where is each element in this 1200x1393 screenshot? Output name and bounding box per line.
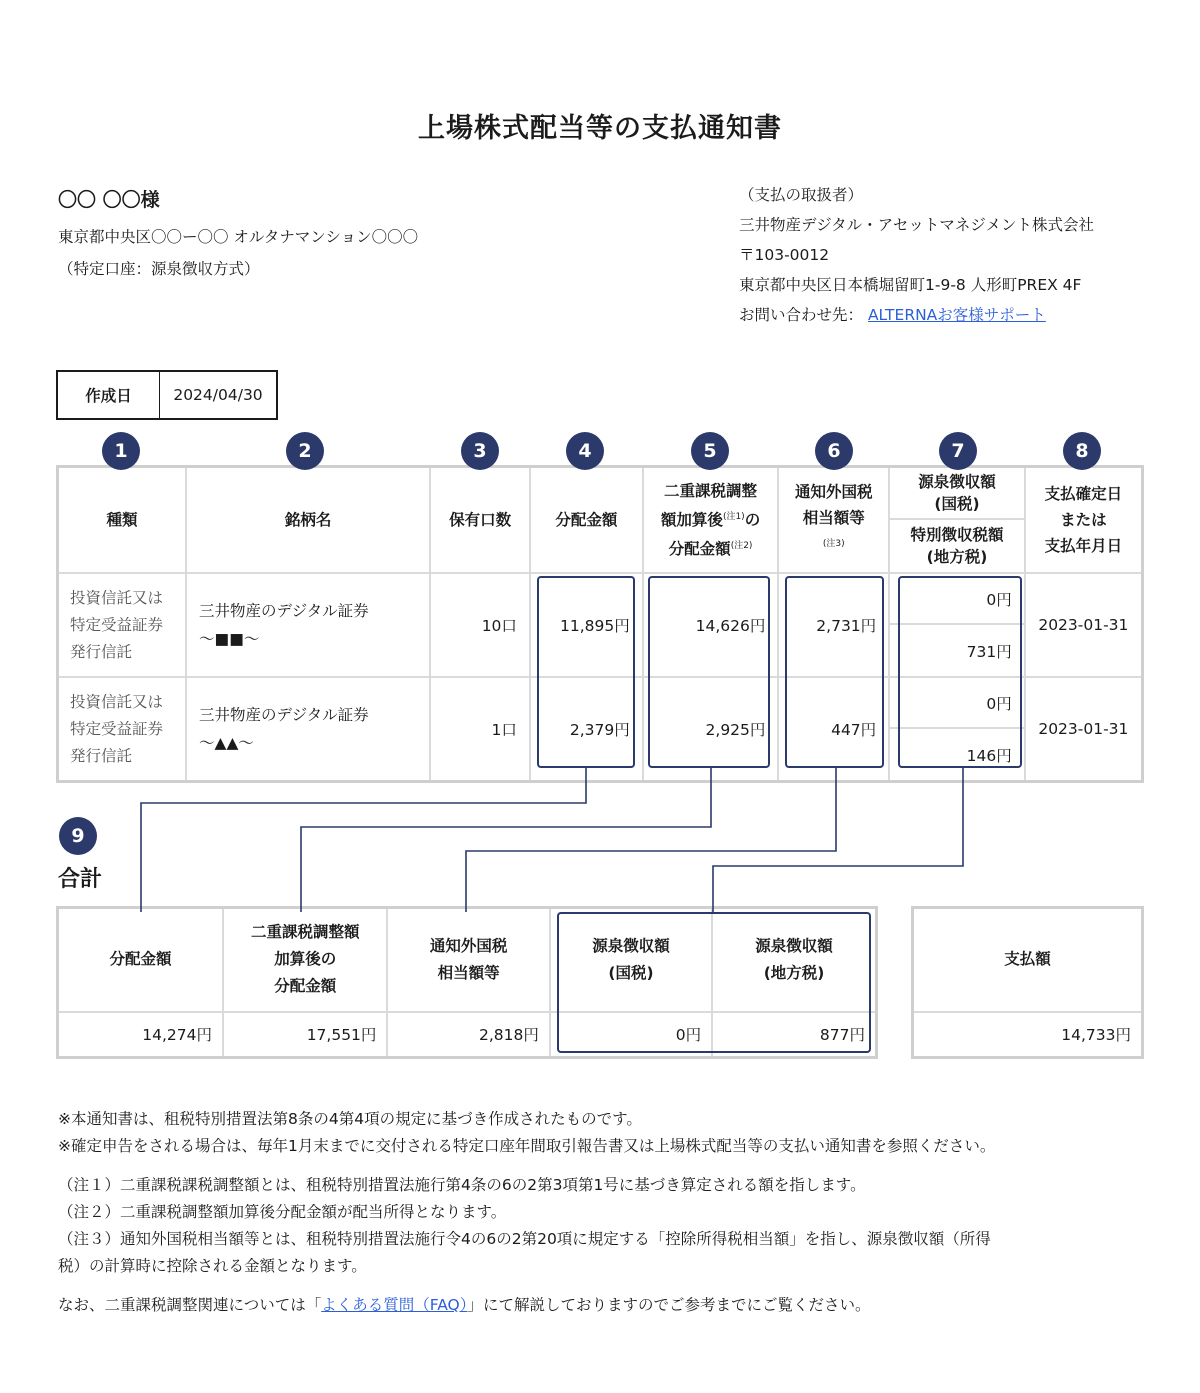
totals-table bbox=[56, 906, 878, 1059]
total-adjusted: 17,551円 bbox=[223, 1012, 387, 1058]
header-local-l2: (地方税) bbox=[926, 548, 988, 566]
row-kind bbox=[58, 573, 187, 677]
badge-8: 8 bbox=[1063, 432, 1101, 470]
header-adjusted-l1: 二重課税調整 bbox=[664, 481, 758, 500]
totals-national-l2: (国税) bbox=[608, 963, 654, 982]
totals-adjusted-l2: 加算後の bbox=[274, 950, 337, 969]
faq-prefix: なお、二重課税調整関連については「 bbox=[58, 1296, 322, 1314]
row-pay-date: 2023-01-31 bbox=[1025, 573, 1143, 677]
payer-company: 三井物産デジタル・アセットマネジメント株式会社 bbox=[739, 216, 1094, 234]
created-date-value: 2024/04/30 bbox=[173, 386, 263, 404]
payment-amount: 14,733円 bbox=[913, 1012, 1143, 1058]
row-pay-date: 2023-01-31 bbox=[1025, 677, 1143, 782]
badge-2: 2 bbox=[286, 432, 324, 470]
connector-adjusted bbox=[301, 768, 711, 912]
row-dividend: 11,895円 bbox=[530, 573, 643, 677]
header-national-l1: 源泉徴収額 bbox=[918, 473, 996, 491]
payer-heading: （支払の取扱者） bbox=[739, 186, 864, 204]
total-foreign-tax: 2,818円 bbox=[387, 1012, 549, 1058]
payment-header: 支払額 bbox=[913, 908, 1143, 1012]
totals-local-l2: (地方税) bbox=[763, 963, 825, 982]
header-foreign-tax bbox=[778, 467, 889, 574]
header-foreign-l1: 通知外国税 bbox=[795, 483, 873, 502]
header-name: 銘柄名 bbox=[186, 467, 430, 574]
header-national-l2: (国税) bbox=[934, 495, 980, 513]
faq-link[interactable]: よくある質問（FAQ） bbox=[321, 1296, 468, 1314]
badge-4: 4 bbox=[566, 432, 604, 470]
row-withheld-local: 146円 bbox=[966, 746, 1012, 765]
total-dividend: 14,274円 bbox=[58, 1012, 223, 1058]
row-withheld bbox=[889, 677, 1025, 782]
recipient-address: 東京都中央区〇〇ー〇〇 オルタナマンション〇〇〇 bbox=[58, 228, 419, 246]
security-name-line: 三井物産のデジタル証券 bbox=[199, 602, 369, 620]
connector-dividend bbox=[141, 768, 586, 912]
note-ref-1: (注1) bbox=[722, 511, 745, 522]
total-withheld-local: 877円 bbox=[712, 1012, 876, 1058]
badge-7: 7 bbox=[939, 432, 977, 470]
total-withheld-national: 0円 bbox=[550, 1012, 712, 1058]
note-ref-3: (注3) bbox=[822, 539, 845, 550]
table-row bbox=[58, 573, 1143, 677]
kind-line: 特定受益証券 bbox=[70, 719, 164, 738]
totals-label: 合計 bbox=[58, 867, 103, 892]
row-withheld-local: 731円 bbox=[966, 642, 1012, 661]
footnote-3a: （注３）通知外国税相当額等とは、租税特別措置法施行令4の6の2第20項に規定する「控除所得税相当額」を指し、源泉徴収額（所得 bbox=[58, 1230, 991, 1248]
header-adjusted-l3: 分配金額 bbox=[668, 540, 731, 559]
connector-foreign-tax bbox=[466, 768, 836, 912]
totals-national-l1: 源泉徴収額 bbox=[592, 936, 670, 955]
kind-line: 投資信託又は bbox=[70, 692, 164, 711]
header-pay-date bbox=[1025, 467, 1143, 574]
header-withheld bbox=[889, 467, 1025, 574]
payer-address: 東京都中央区日本橋堀留町1-9-8 人形町PREX 4F bbox=[739, 276, 1082, 294]
kind-line: 投資信託又は bbox=[70, 588, 164, 607]
payer-postal: 〒103-0012 bbox=[739, 246, 830, 264]
header-withheld-national bbox=[890, 468, 1024, 520]
row-units: 1口 bbox=[430, 677, 530, 782]
header-paydate-l3: 支払年月日 bbox=[1044, 537, 1123, 555]
totals-local-l1: 源泉徴収額 bbox=[755, 936, 833, 955]
row-withheld-national: 0円 bbox=[890, 678, 1024, 729]
totals-header-row bbox=[58, 908, 877, 1012]
badge-3: 3 bbox=[461, 432, 499, 470]
row-foreign-tax: 2,731円 bbox=[778, 573, 889, 677]
support-link[interactable]: ALTERNAお客様サポート bbox=[867, 306, 1046, 324]
note-line-2: ※確定申告をされる場合は、毎年1月末までに交付される特定口座年間取引報告書又は上場株式配当等の支払い通知書を参照ください。 bbox=[58, 1137, 996, 1155]
header-withheld-local bbox=[890, 520, 1024, 572]
payment-header-row bbox=[913, 908, 1143, 1012]
footnote-1: （注１）二重課税課税調整額とは、租税特別措置法施行第4条の6の2第3項第1号に基づき算定される額を指します。 bbox=[58, 1176, 866, 1194]
note-line-1: ※本通知書は、租税特別措置法第8条の4第4項の規定に基づき作成されたものです。 bbox=[58, 1110, 642, 1128]
footnote-3b: 税）の計算時に控除される金額となります。 bbox=[58, 1257, 367, 1275]
totals-header-national bbox=[550, 908, 712, 1012]
row-adjusted: 14,626円 bbox=[643, 573, 779, 677]
totals-header-foreign-tax bbox=[387, 908, 549, 1012]
security-name-line: 〜■■〜 bbox=[199, 630, 260, 648]
row-kind bbox=[58, 677, 187, 782]
security-name-line: 〜▲▲〜 bbox=[199, 734, 254, 752]
totals-foreign-l1: 通知外国税 bbox=[429, 936, 508, 955]
connector-withheld bbox=[713, 768, 963, 912]
header-units: 保有口数 bbox=[430, 467, 530, 574]
created-date-label: 作成日 bbox=[58, 372, 160, 418]
totals-values-row bbox=[58, 1012, 877, 1058]
payment-table bbox=[911, 906, 1144, 1059]
header-adjusted bbox=[643, 467, 779, 574]
row-withheld-national: 0円 bbox=[890, 574, 1024, 625]
kind-line: 特定受益証券 bbox=[70, 615, 164, 634]
payment-value-row bbox=[913, 1012, 1143, 1058]
badge-6: 6 bbox=[815, 432, 853, 470]
payer-contact bbox=[739, 303, 1046, 325]
header-paydate-l1: 支払確定日 bbox=[1044, 485, 1123, 503]
header-kind: 種類 bbox=[58, 467, 187, 574]
totals-adjusted-l3: 分配金額 bbox=[274, 977, 337, 996]
totals-header-adjusted bbox=[223, 908, 387, 1012]
badge-9: 9 bbox=[59, 817, 97, 855]
kind-line: 発行信託 bbox=[70, 642, 133, 661]
totals-foreign-l2: 相当額等 bbox=[437, 963, 500, 982]
payer-contact-label: お問い合わせ先： bbox=[739, 306, 864, 324]
security-name-line: 三井物産のデジタル証券 bbox=[199, 706, 369, 724]
recipient-account-type: （特定口座：源泉徴収方式） bbox=[58, 260, 260, 278]
footnote-2: （注２）二重課税調整額加算後分配金額が配当所得となります。 bbox=[58, 1203, 507, 1221]
header-foreign-l2: 相当額等 bbox=[802, 509, 865, 528]
created-date-box bbox=[56, 370, 278, 420]
totals-header-dividend: 分配金額 bbox=[58, 908, 223, 1012]
row-security-name bbox=[186, 573, 430, 677]
row-dividend: 2,379円 bbox=[530, 677, 643, 782]
totals-header-local bbox=[712, 908, 876, 1012]
faq-suffix: 」にて解説しておりますのでご参考までにご覧ください。 bbox=[467, 1296, 871, 1314]
page-title: 上場株式配当等の支払通知書 bbox=[418, 113, 782, 144]
header-paydate-l2: または bbox=[1060, 511, 1107, 529]
table-row bbox=[58, 677, 1143, 782]
dividend-table bbox=[56, 465, 1144, 783]
row-adjusted: 2,925円 bbox=[643, 677, 779, 782]
row-units: 10口 bbox=[430, 573, 530, 677]
faq-note bbox=[58, 1292, 871, 1319]
row-foreign-tax: 447円 bbox=[778, 677, 889, 782]
table-header-row bbox=[58, 467, 1143, 574]
recipient-name: 〇〇 〇〇様 bbox=[58, 189, 160, 211]
header-local-l1: 特別徴収税額 bbox=[910, 526, 1004, 544]
badge-5: 5 bbox=[691, 432, 729, 470]
badge-1: 1 bbox=[102, 432, 140, 470]
note-ref-2: (注2) bbox=[730, 541, 753, 551]
totals-adjusted-l1: 二重課税調整額 bbox=[250, 923, 360, 942]
row-withheld bbox=[889, 573, 1025, 677]
kind-line: 発行信託 bbox=[70, 746, 133, 765]
header-dividend: 分配金額 bbox=[530, 467, 643, 574]
row-security-name bbox=[186, 677, 430, 782]
header-adjusted-l2: 額加算後 bbox=[660, 511, 723, 529]
header-adjusted-l2b: の bbox=[744, 511, 761, 529]
